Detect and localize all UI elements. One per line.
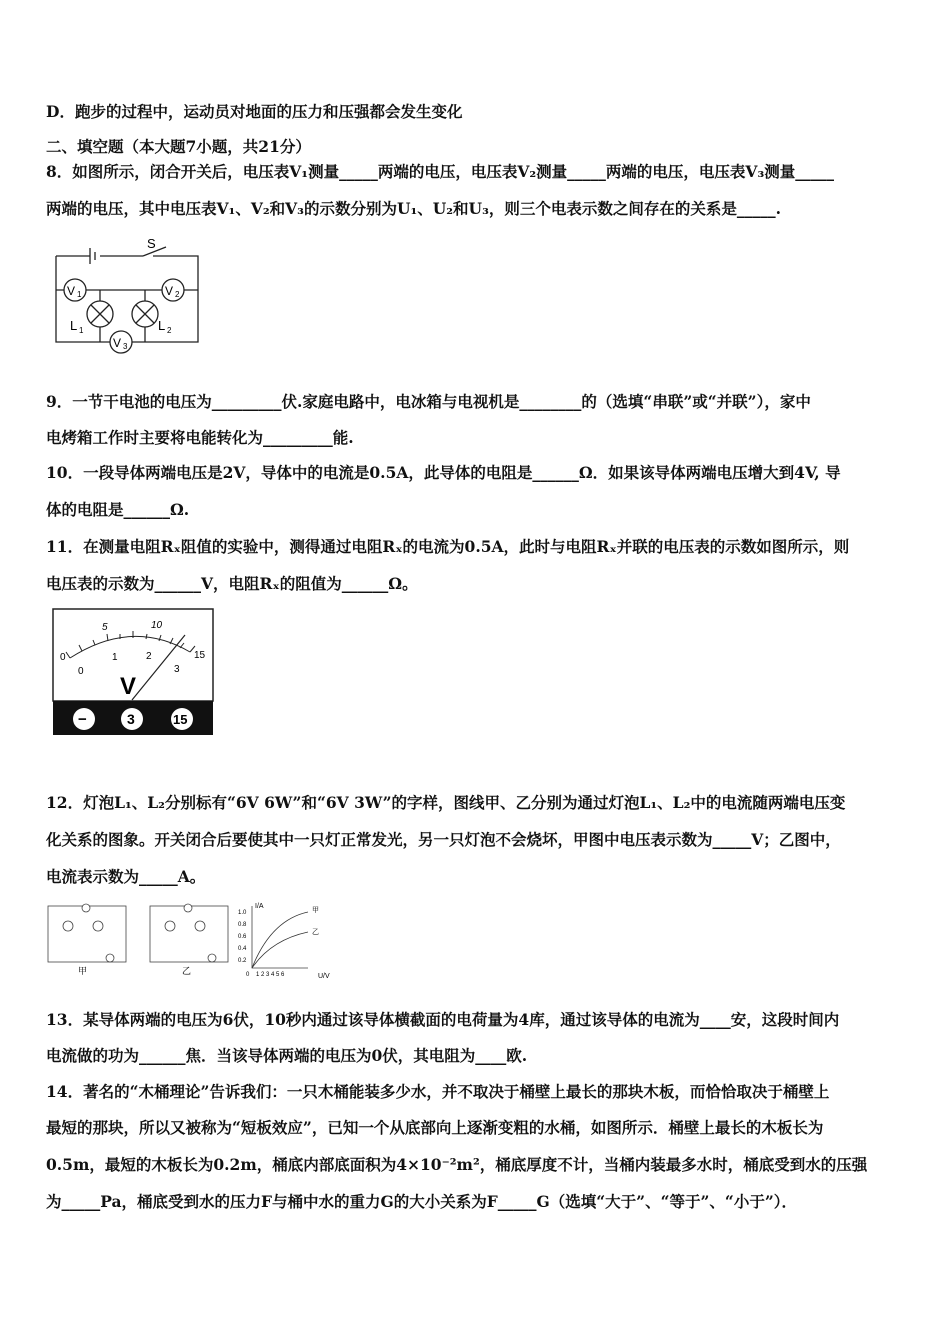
question-14-line3: 0.5m，最短的木板长为0.2m，桶底内部底面积为4×10⁻²m²，桶底厚度不计，当桶内装最多水时，桶底受到水的压强 bbox=[46, 1155, 868, 1174]
question-8-line1: 8．如图所示，闭合开关后，电压表V₁测量_____两端的电压，电压表V₂测量_____两端的电压，电压表V₃测量_____ bbox=[46, 162, 834, 181]
question-14-line4: 为_____Pa，桶底受到水的压力F与桶中水的重力G的大小关系为F_____G（选填“大于”、“等于”、“小于”）． bbox=[46, 1192, 798, 1211]
l1-sub: 1 bbox=[79, 326, 84, 335]
graph-y-axis: I/A bbox=[255, 903, 264, 910]
scale-top-15: 15 bbox=[194, 650, 206, 661]
v3-sub: 3 bbox=[123, 342, 128, 351]
v3-label: V bbox=[113, 336, 122, 350]
question-12-line2: 化关系的图象。开关闭合后要使其中一只灯正常发光，另一只灯泡不会烧坏，甲图中电压表示数为_____V；乙图中， bbox=[46, 830, 841, 849]
tick-y-3: 0.6 bbox=[238, 934, 247, 940]
tick-x-0: 0 bbox=[246, 972, 250, 978]
scale-bottom-3: 3 bbox=[174, 664, 180, 675]
question-10-line2: 体的电阻是______Ω. bbox=[46, 500, 190, 519]
v1-sub: 1 bbox=[77, 290, 82, 299]
question-8-line2: 两端的电压，其中电压表V₁、V₂和V₃的示数分别为U₁、U₂和U₃，则三个电表示数之间存在的关系是_____. bbox=[46, 199, 782, 218]
curve-yi-label: 乙 bbox=[312, 929, 319, 936]
option-d: D．跑步的过程中，运动员对地面的压力和压强都会发生变化 bbox=[46, 102, 463, 121]
question-14-line1: 14．著名的“木桶理论”告诉我们：一只木桶能装多少水，并不取决于桶壁上最长的那块木板，而恰恰取决于桶壁上 bbox=[46, 1082, 830, 1101]
tick-y-5: 0.2 bbox=[238, 958, 247, 964]
l2-sub: 2 bbox=[167, 326, 172, 335]
question-11-line2: 电压表的示数为______V，电阻Rₓ的阻值为______Ω。 bbox=[46, 574, 418, 593]
tick-y-1: 1.0 bbox=[238, 910, 247, 916]
terminal-3: 3 bbox=[127, 711, 135, 727]
tick-x-labels: 1 2 3 4 5 6 bbox=[256, 972, 285, 978]
question-9-line1: 9．一节干电池的电压为_________伏.家庭电路中，电冰箱与电视机是________的（选填“串联”或“并联”），家中 bbox=[46, 392, 811, 411]
question-12-line1: 12．灯泡L₁、L₂分别标有“6V 6W”和“6V 3W”的字样，图线甲、乙分别为通过灯泡L₁、L₂中的电流随两端电压变 bbox=[46, 793, 846, 812]
question-9-line2: 电烤箱工作时主要将电能转化为_________能. bbox=[46, 428, 354, 447]
l1-label: L bbox=[70, 318, 78, 333]
l2-label: L bbox=[158, 318, 166, 333]
v2-label: V bbox=[165, 284, 174, 298]
scale-top-10: 10 bbox=[151, 620, 163, 631]
question-11-line1: 11．在测量电阻Rₓ阻值的实验中，测得通过电阻Rₓ的电流为0.5A，此时与电阻Rₓ并联的电压表的示数如图所示，则 bbox=[46, 537, 850, 556]
scale-top-0: 0 bbox=[60, 652, 66, 663]
circuit-jia-label: 甲 bbox=[78, 966, 88, 976]
question-13-line1: 13．某导体两端的电压为6伏，10秒内通过该导体横截面的电荷量为4库，通过该导体的电流为____安，这段时间内 bbox=[46, 1010, 840, 1029]
scale-bottom-2: 2 bbox=[146, 651, 152, 662]
scale-bottom-0: 0 bbox=[78, 666, 84, 677]
scale-top-5: 5 bbox=[102, 622, 108, 633]
circuit-yi-label: 乙 bbox=[182, 966, 192, 976]
question-12-line3: 电流表示数为_____A。 bbox=[46, 867, 206, 886]
terminal-negative: − bbox=[78, 711, 87, 728]
voltmeter-figure-q11 bbox=[52, 608, 214, 736]
question-10-line1: 10．一段导体两端电压是2V，导体中的电流是0.5A，此导体的电阻是______Ω．如果该导体两端电压增大到4V, 导 bbox=[46, 463, 841, 482]
switch-label: S bbox=[147, 236, 156, 251]
tick-y-2: 0.8 bbox=[238, 922, 247, 928]
circuit-graph-figure-q12 bbox=[46, 900, 340, 980]
circuit-figure-q8 bbox=[48, 234, 203, 356]
question-13-line2: 电流做的功为______焦．当该导体两端的电压为0伏，其电阻为____欧. bbox=[46, 1046, 528, 1065]
curve-jia-label: 甲 bbox=[312, 907, 319, 914]
scale-bottom-1: 1 bbox=[112, 652, 118, 663]
section-title: 二、填空题（本大题7小题，共21分） bbox=[46, 137, 311, 156]
v2-sub: 2 bbox=[175, 290, 180, 299]
tick-y-4: 0.4 bbox=[238, 946, 247, 952]
terminal-15: 15 bbox=[173, 712, 188, 727]
v1-label: V bbox=[67, 284, 76, 298]
voltmeter-unit: V bbox=[120, 673, 137, 700]
graph-x-axis: U/V bbox=[318, 973, 330, 980]
question-14-line2: 最短的那块，所以又被称为“短板效应”，已知一个从底部向上逐渐变粗的水桶，如图所示．桶壁上最长的木板长为 bbox=[46, 1118, 824, 1137]
